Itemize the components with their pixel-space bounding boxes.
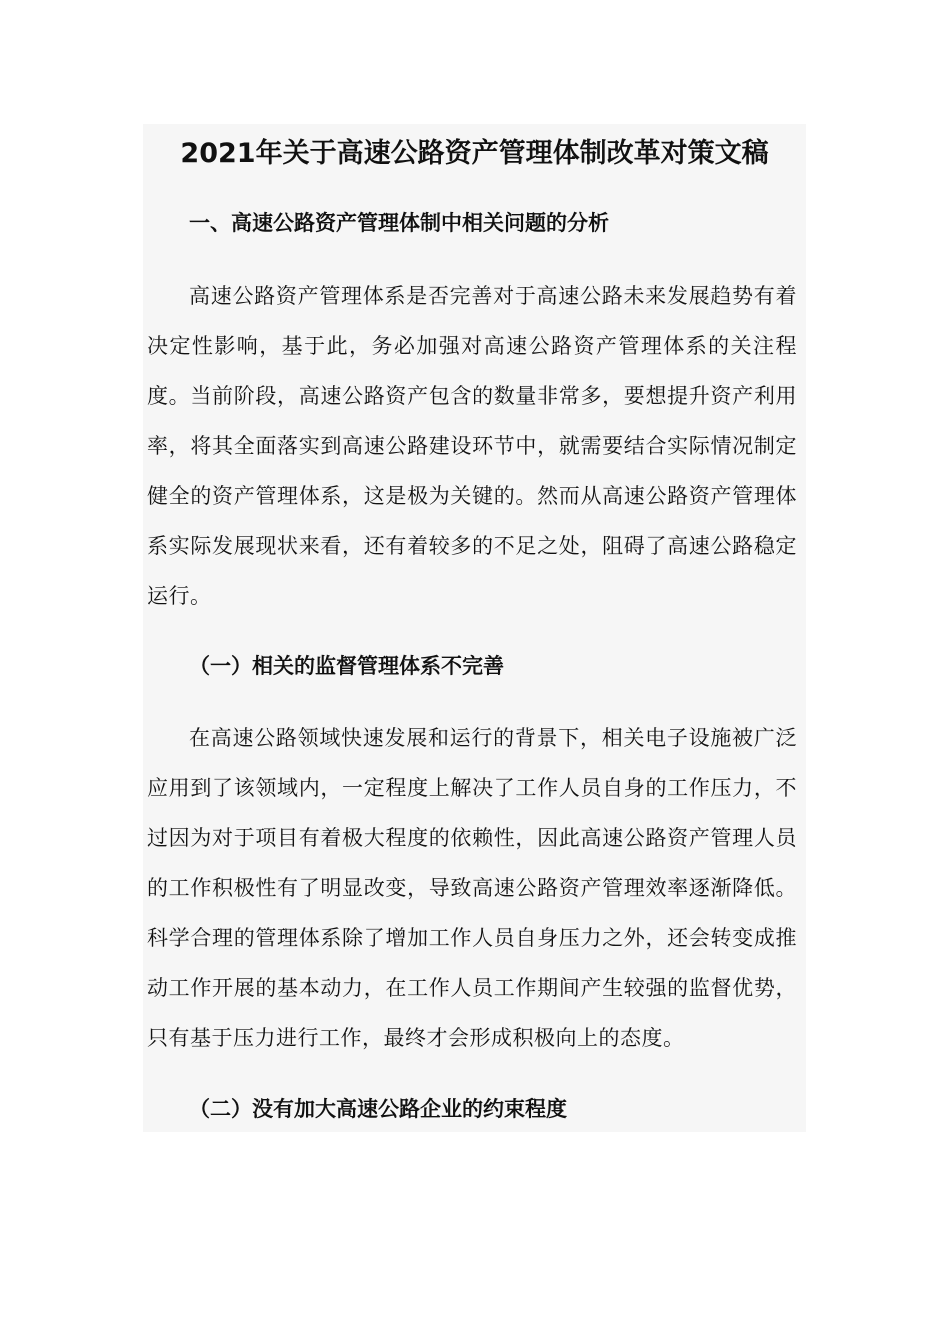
subsection-heading: （二）没有加大高速公路企业的约束程度 [189,1097,567,1121]
subsection-heading: （一）相关的监督管理体系不完善 [189,654,504,678]
section-paragraph: 高速公路资产管理体系是否完善对于高速公路未来发展趋势有着决定性影响，基于此，务必加强对高速公路资产管理体系的关注程度。当前阶段，高速公路资产包含的数量非常多，要想提升资产利用率，将其全面落实到高速公路建设环节中，就需要结合实际情况制定健全的资产管理体系，这是极为关键的。然而从高速公路资产管理体系实际发展现状来看，还有着较多的不足之处，阻碍了高速公路稳定运行。 [147,284,797,608]
subsection-paragraph: 在高速公路领域快速发展和运行的背景下，相关电子设施被广泛应用到了该领域内，一定程度上解决了工作人员自身的工作压力，不过因为对于项目有着极大程度的依赖性，因此高速公路资产管理人员的工作积极性有了明显改变，导致高速公路资产管理效率逐渐降低。科学合理的管理体系除了增加工作人员自身压力之外，还会转变成推动工作开展的基本动力，在工作人员工作期间产生较强的监督优势，只有基于压力进行工作，最终才会形成积极向上的态度。 [147,726,797,1050]
document-title: 2021年关于高速公路资产管理体制改革对策文稿 [180,138,769,169]
section-heading: 一、高速公路资产管理体制中相关问题的分析 [189,211,609,235]
